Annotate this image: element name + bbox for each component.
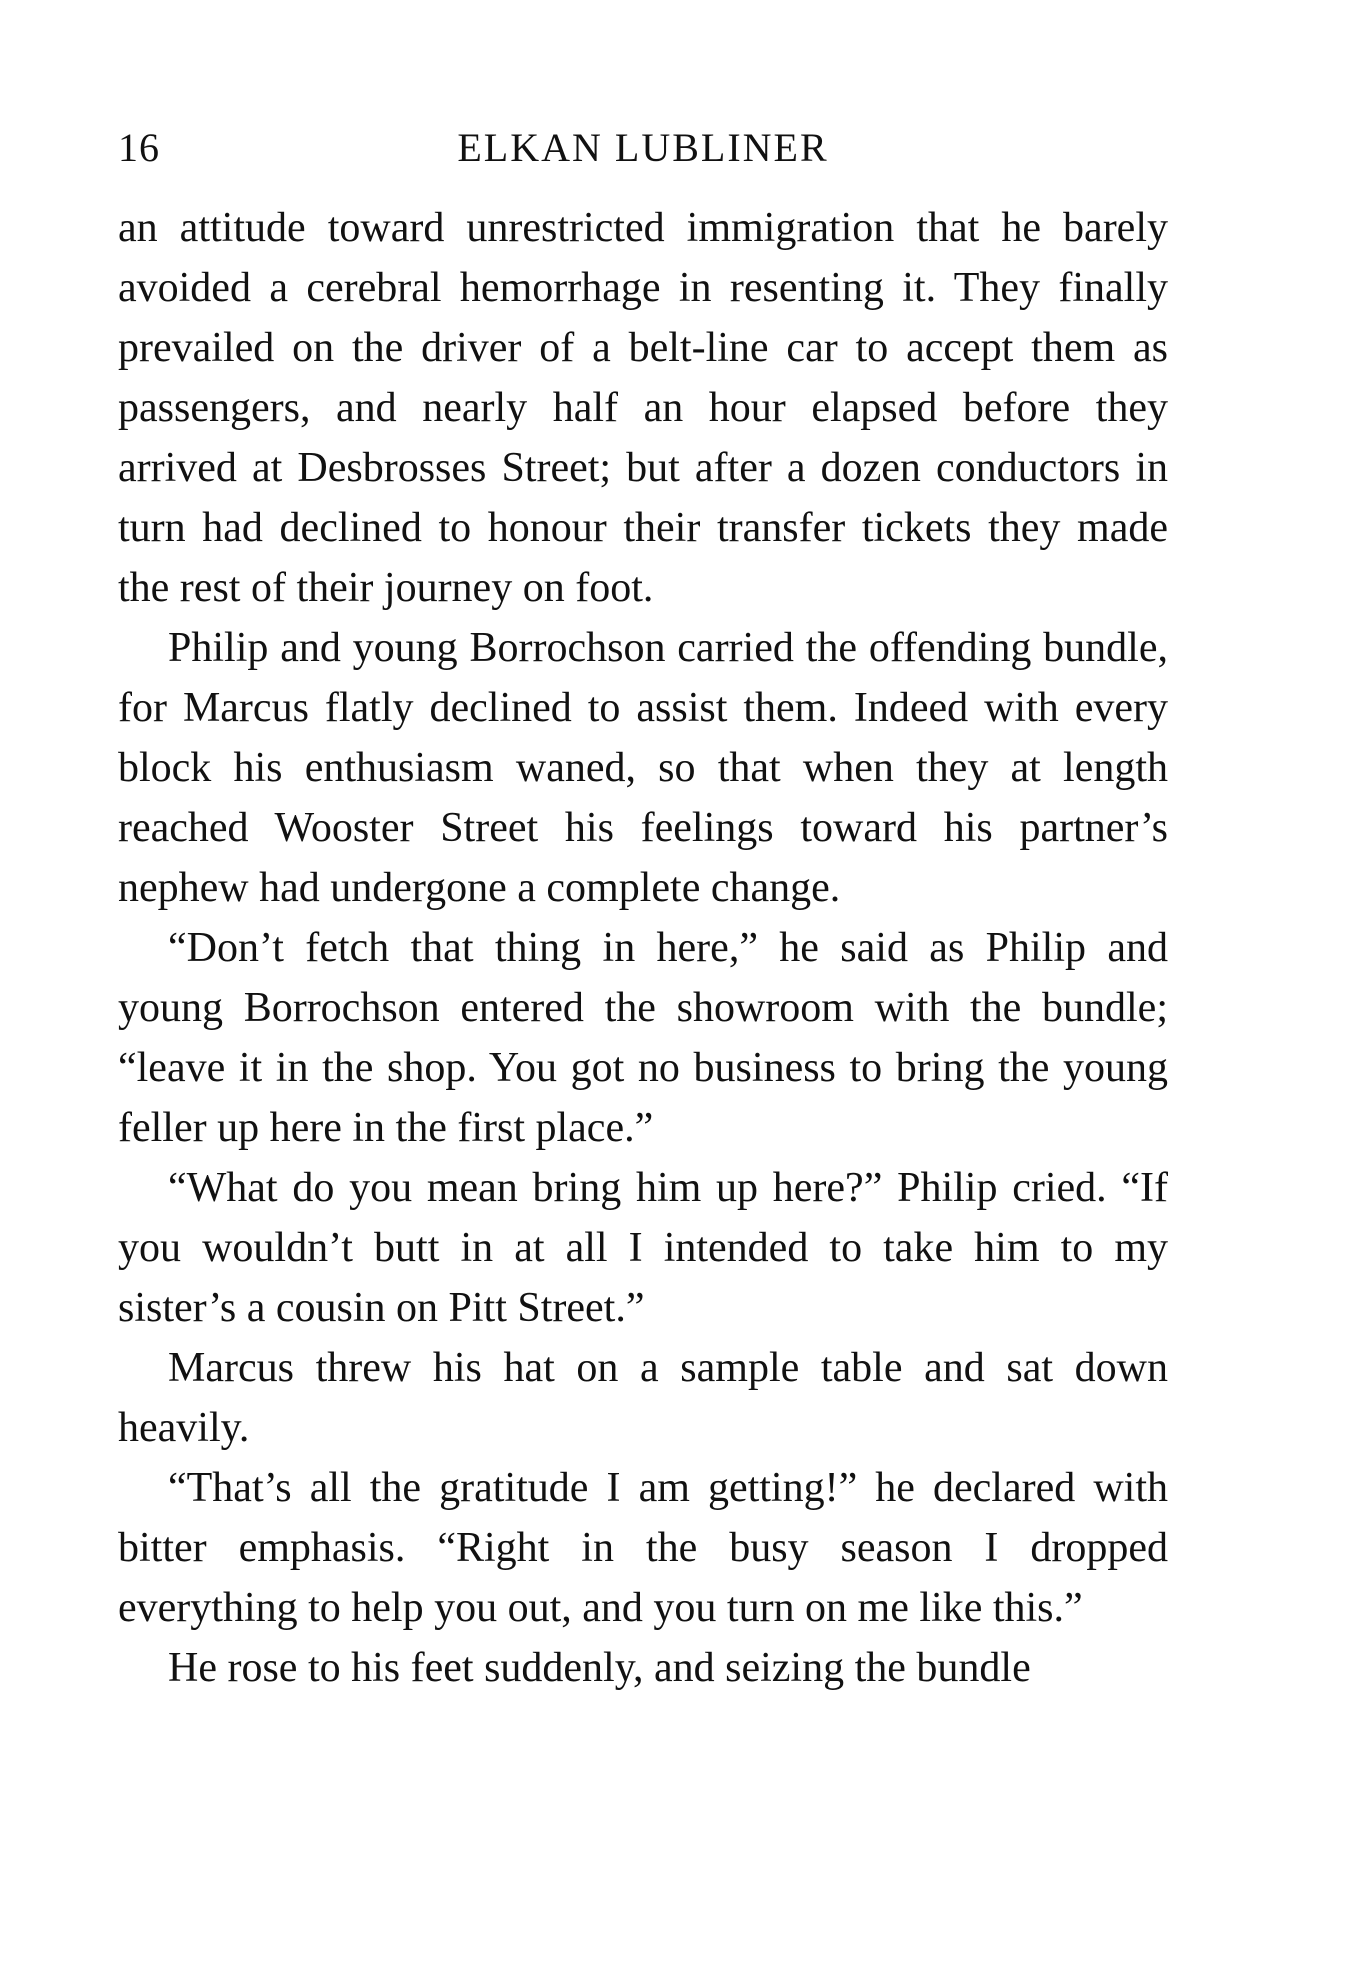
paragraph: “That’s all the gratitude I am getting!” he declared with bitter emphasis. “Right in the busy season I dropped everything to help you out, and you turn on me like this.”	[118, 1465, 1168, 1631]
paragraph-continuation: an attitude toward unrestricted immigration that he barely avoided a cerebral hemorrhage in resenting it. They finally prevailed on the driver of a belt-line car to accept them as passengers, and nearly half an hour elapsed before they arrived at Desbrosses Street; but after a dozen conductors in turn had declined to honour their transfer tickets they made the rest of their journey on foot.	[118, 205, 1168, 611]
paragraph: Marcus threw his hat on a sample table and sat down heavily.	[118, 1345, 1168, 1451]
running-title: ELKAN LUBLINER	[457, 125, 829, 170]
paragraph: Philip and young Borrochson carried the offending bundle, for Marcus flatly declined to assist them. Indeed with every block his enthusiasm waned, so that when they at length reached Wooster Street his feelings toward his partner’s nephew had undergone a complete change.	[118, 625, 1168, 911]
page-number: 16	[118, 125, 160, 170]
paragraph: He rose to his feet suddenly, and seizing the bundle	[168, 1645, 1031, 1691]
paragraph: “Don’t fetch that thing in here,” he said as Philip and young Borrochson entered the showroom with the bundle; “leave it in the shop. You got no business to bring the young feller up here in the first place.”	[118, 925, 1168, 1151]
paragraph: “What do you mean bring him up here?” Philip cried. “If you wouldn’t butt in at all I intended to take him to my sister’s a cousin on Pitt Street.”	[118, 1165, 1168, 1331]
body-text	[118, 198, 1168, 1698]
page-header	[118, 118, 1168, 178]
